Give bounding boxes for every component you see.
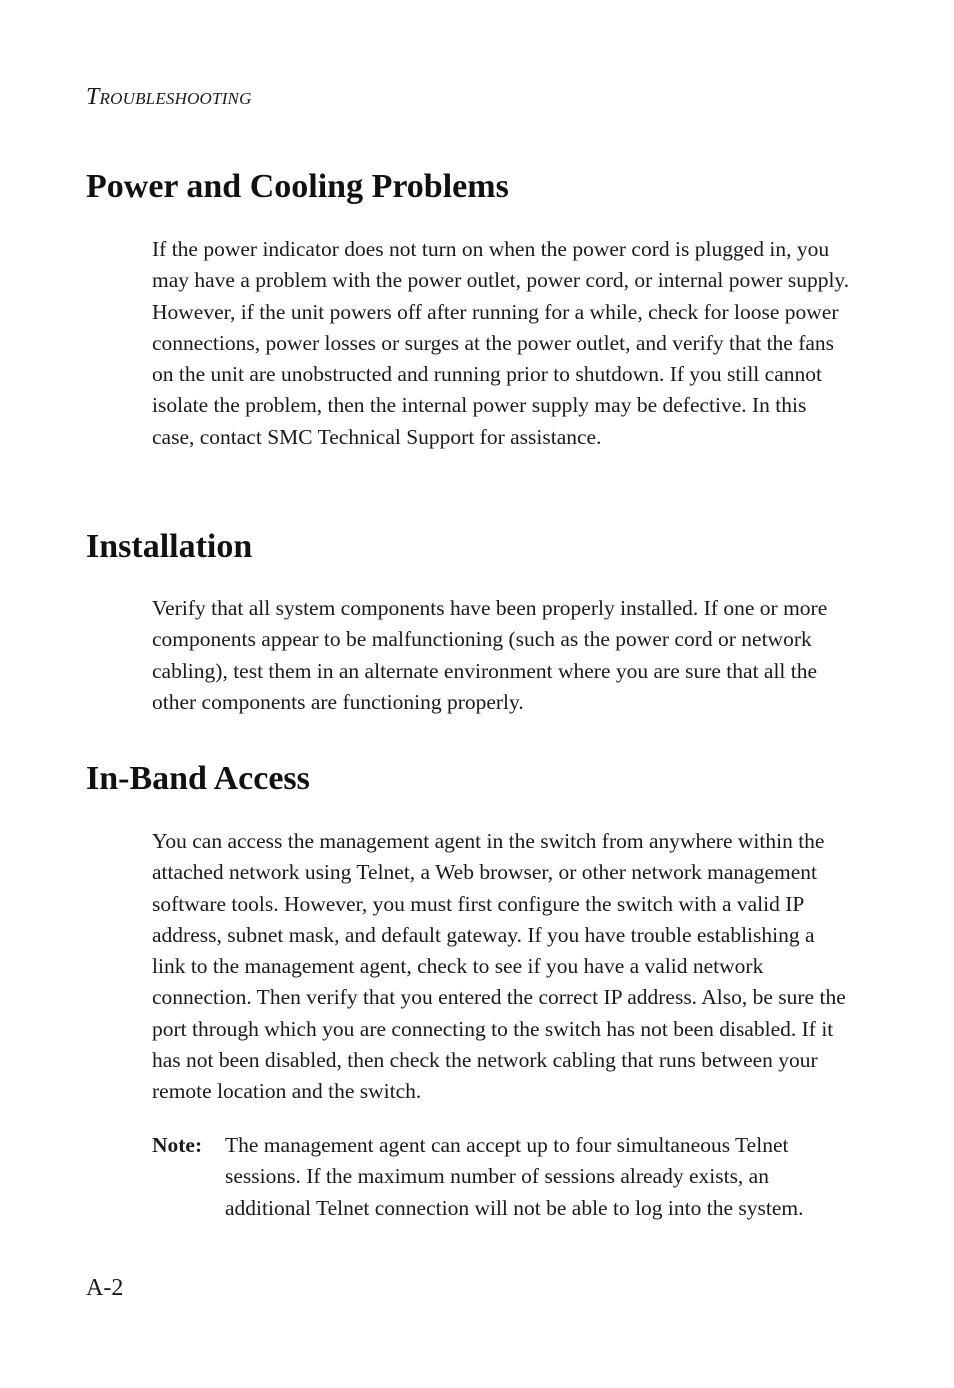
section-body-installation: Verify that all system components have been properly installed. If one or more components appear to be malfunctioning (such as the power cord or network cabling), test them in an alternate environment where you are sure that all the other components are functioning properly. xyxy=(152,596,828,714)
note-label: Note: xyxy=(152,1133,203,1157)
note-text: The management agent can accept up to four simultaneous Telnet sessions. If the maximum number of sessions already exists, an additional Telnet connection will not be able to log into the system. xyxy=(225,1133,804,1220)
section-title-power-cooling: Power and Cooling Problems xyxy=(86,168,509,205)
section-title-installation: Installation xyxy=(86,528,253,565)
page-number: A-2 xyxy=(86,1275,124,1301)
running-head: Troubleshooting xyxy=(86,84,252,110)
section-body-in-band-access: You can access the management agent in the switch from anywhere within the attached network using Telnet, a Web browser, or other network management software tools. However, you must first configure the switch with a valid IP address, subnet mask, and default gateway. If you have trouble establishing a link to the management agent, check to see if you have a valid network connection. Then verify that you entered the correct IP address. Also, be sure the port through which you are connecting to the switch has not been disabled. If it has not been disabled, then check the network cabling that runs between your remote location and the switch. xyxy=(152,829,846,1104)
section-title-in-band-access: In-Band Access xyxy=(86,760,310,797)
section-body-power-cooling: If the power indicator does not turn on when the power cord is plugged in, you may have a problem with the power outlet, power cord, or internal power supply. However, if the unit powers off after running for a while, check for loose power connections, power losses or surges at the power outlet, and verify that the fans on the unit are unobstructed and running prior to shutdown. If you still cannot isolate the problem, then the internal power supply may be defective. In this case, contact SMC Technical Support for assistance. xyxy=(152,237,850,449)
